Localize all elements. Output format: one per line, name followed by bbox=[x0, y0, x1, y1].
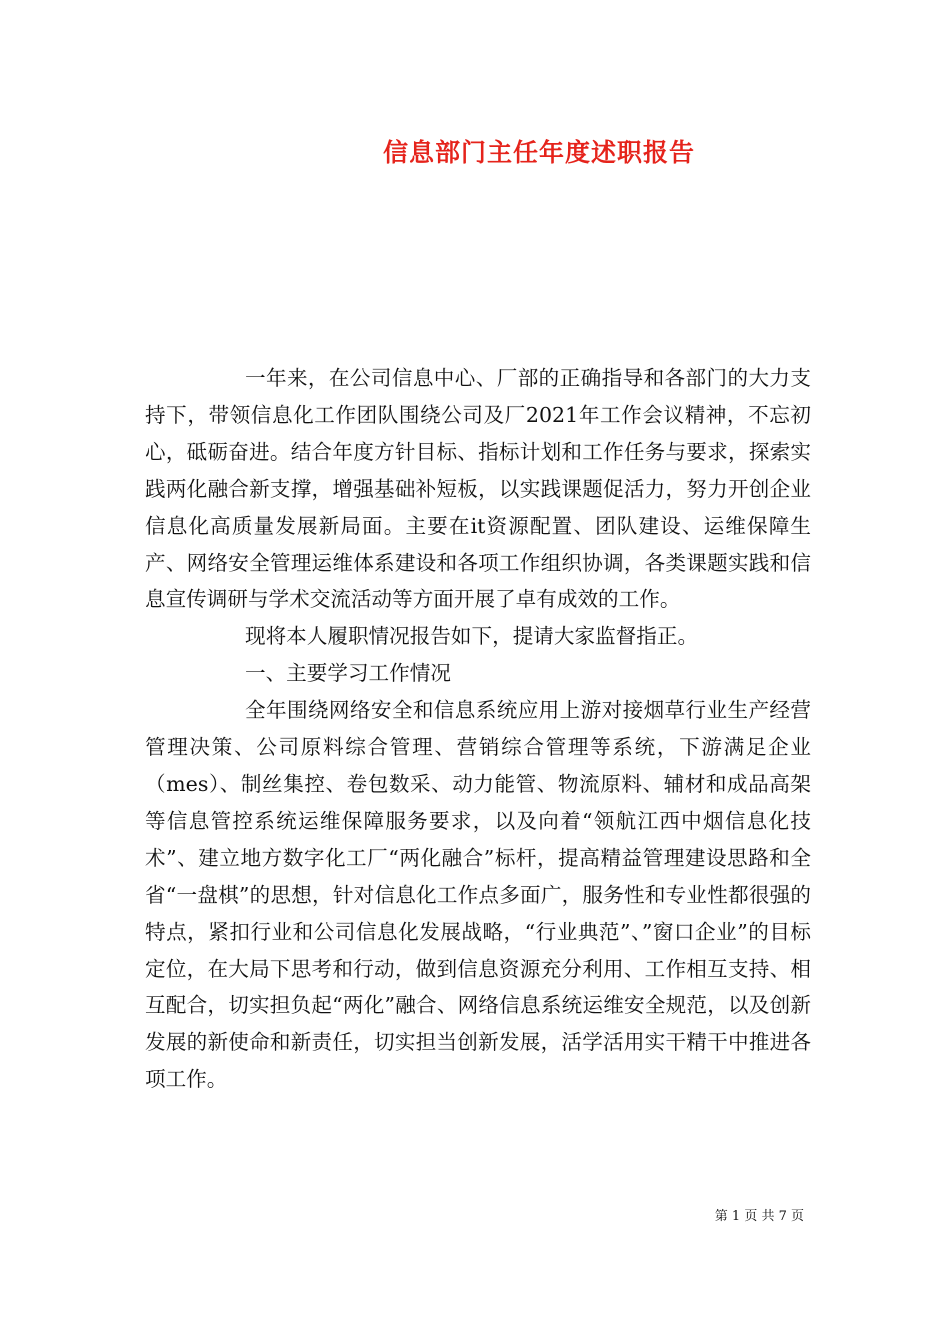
page-number-footer: 第 1 页 共 7 页 bbox=[714, 1209, 804, 1224]
document-body bbox=[145, 360, 811, 1098]
section-heading-1: 一、主要学习工作情况 bbox=[245, 661, 451, 686]
paragraph-intro: 一年来，在公司信息中心、厂部的正确指导和各部门的大力支持下，带领信息化工作团队围绕公司及厂2021年工作会议精神，不忘初心，砥砺奋进。结合年度方针目标、指标计划和工作任务与要求，探索实践两化融合新支撑，增强基础补短板，以实践课题促活力，努力开创企业信息化高质量发展新局面。主要在it资源配置、团队建设、运维保障生产、网络安全管理运维体系建设和各项工作组织协调，各类课题实践和信息宣传调研与学术交流活动等方面开展了卓有成效的工作。 bbox=[145, 366, 811, 612]
paragraph-report-statement: 现将本人履职情况报告如下，提请大家监督指正。 bbox=[245, 624, 699, 649]
paragraph-section-1: 全年围绕网络安全和信息系统应用上游对接烟草行业生产经营管理决策、公司原料综合管理、营销综合管理等系统，下游满足企业（mes）、制丝集控、卷包数采、动力能管、物流原料、辅材和成品高架等信息管控系统运维保障服务要求，以及向着“领航江西中烟信息化技术”、建立地方数字化工厂“两化融合”标杆，提高精益管理建设思路和全省“一盘棋”的思想，针对信息化工作点多面广，服务性和专业性都很强的特点，紧扣行业和公司信息化发展战略，“行业典范”、”窗口企业”的目标定位，在大局下思考和行动，做到信息资源充分利用、工作相互支持、相互配合，切实担负起“两化”融合、网络信息系统运维安全规范，以及创新发展的新使命和新责任，切实担当创新发展，活学活用实干精干中推进各项工作。 bbox=[145, 698, 811, 1092]
document-title: 信息部门主任年度述职报告 bbox=[382, 138, 695, 167]
